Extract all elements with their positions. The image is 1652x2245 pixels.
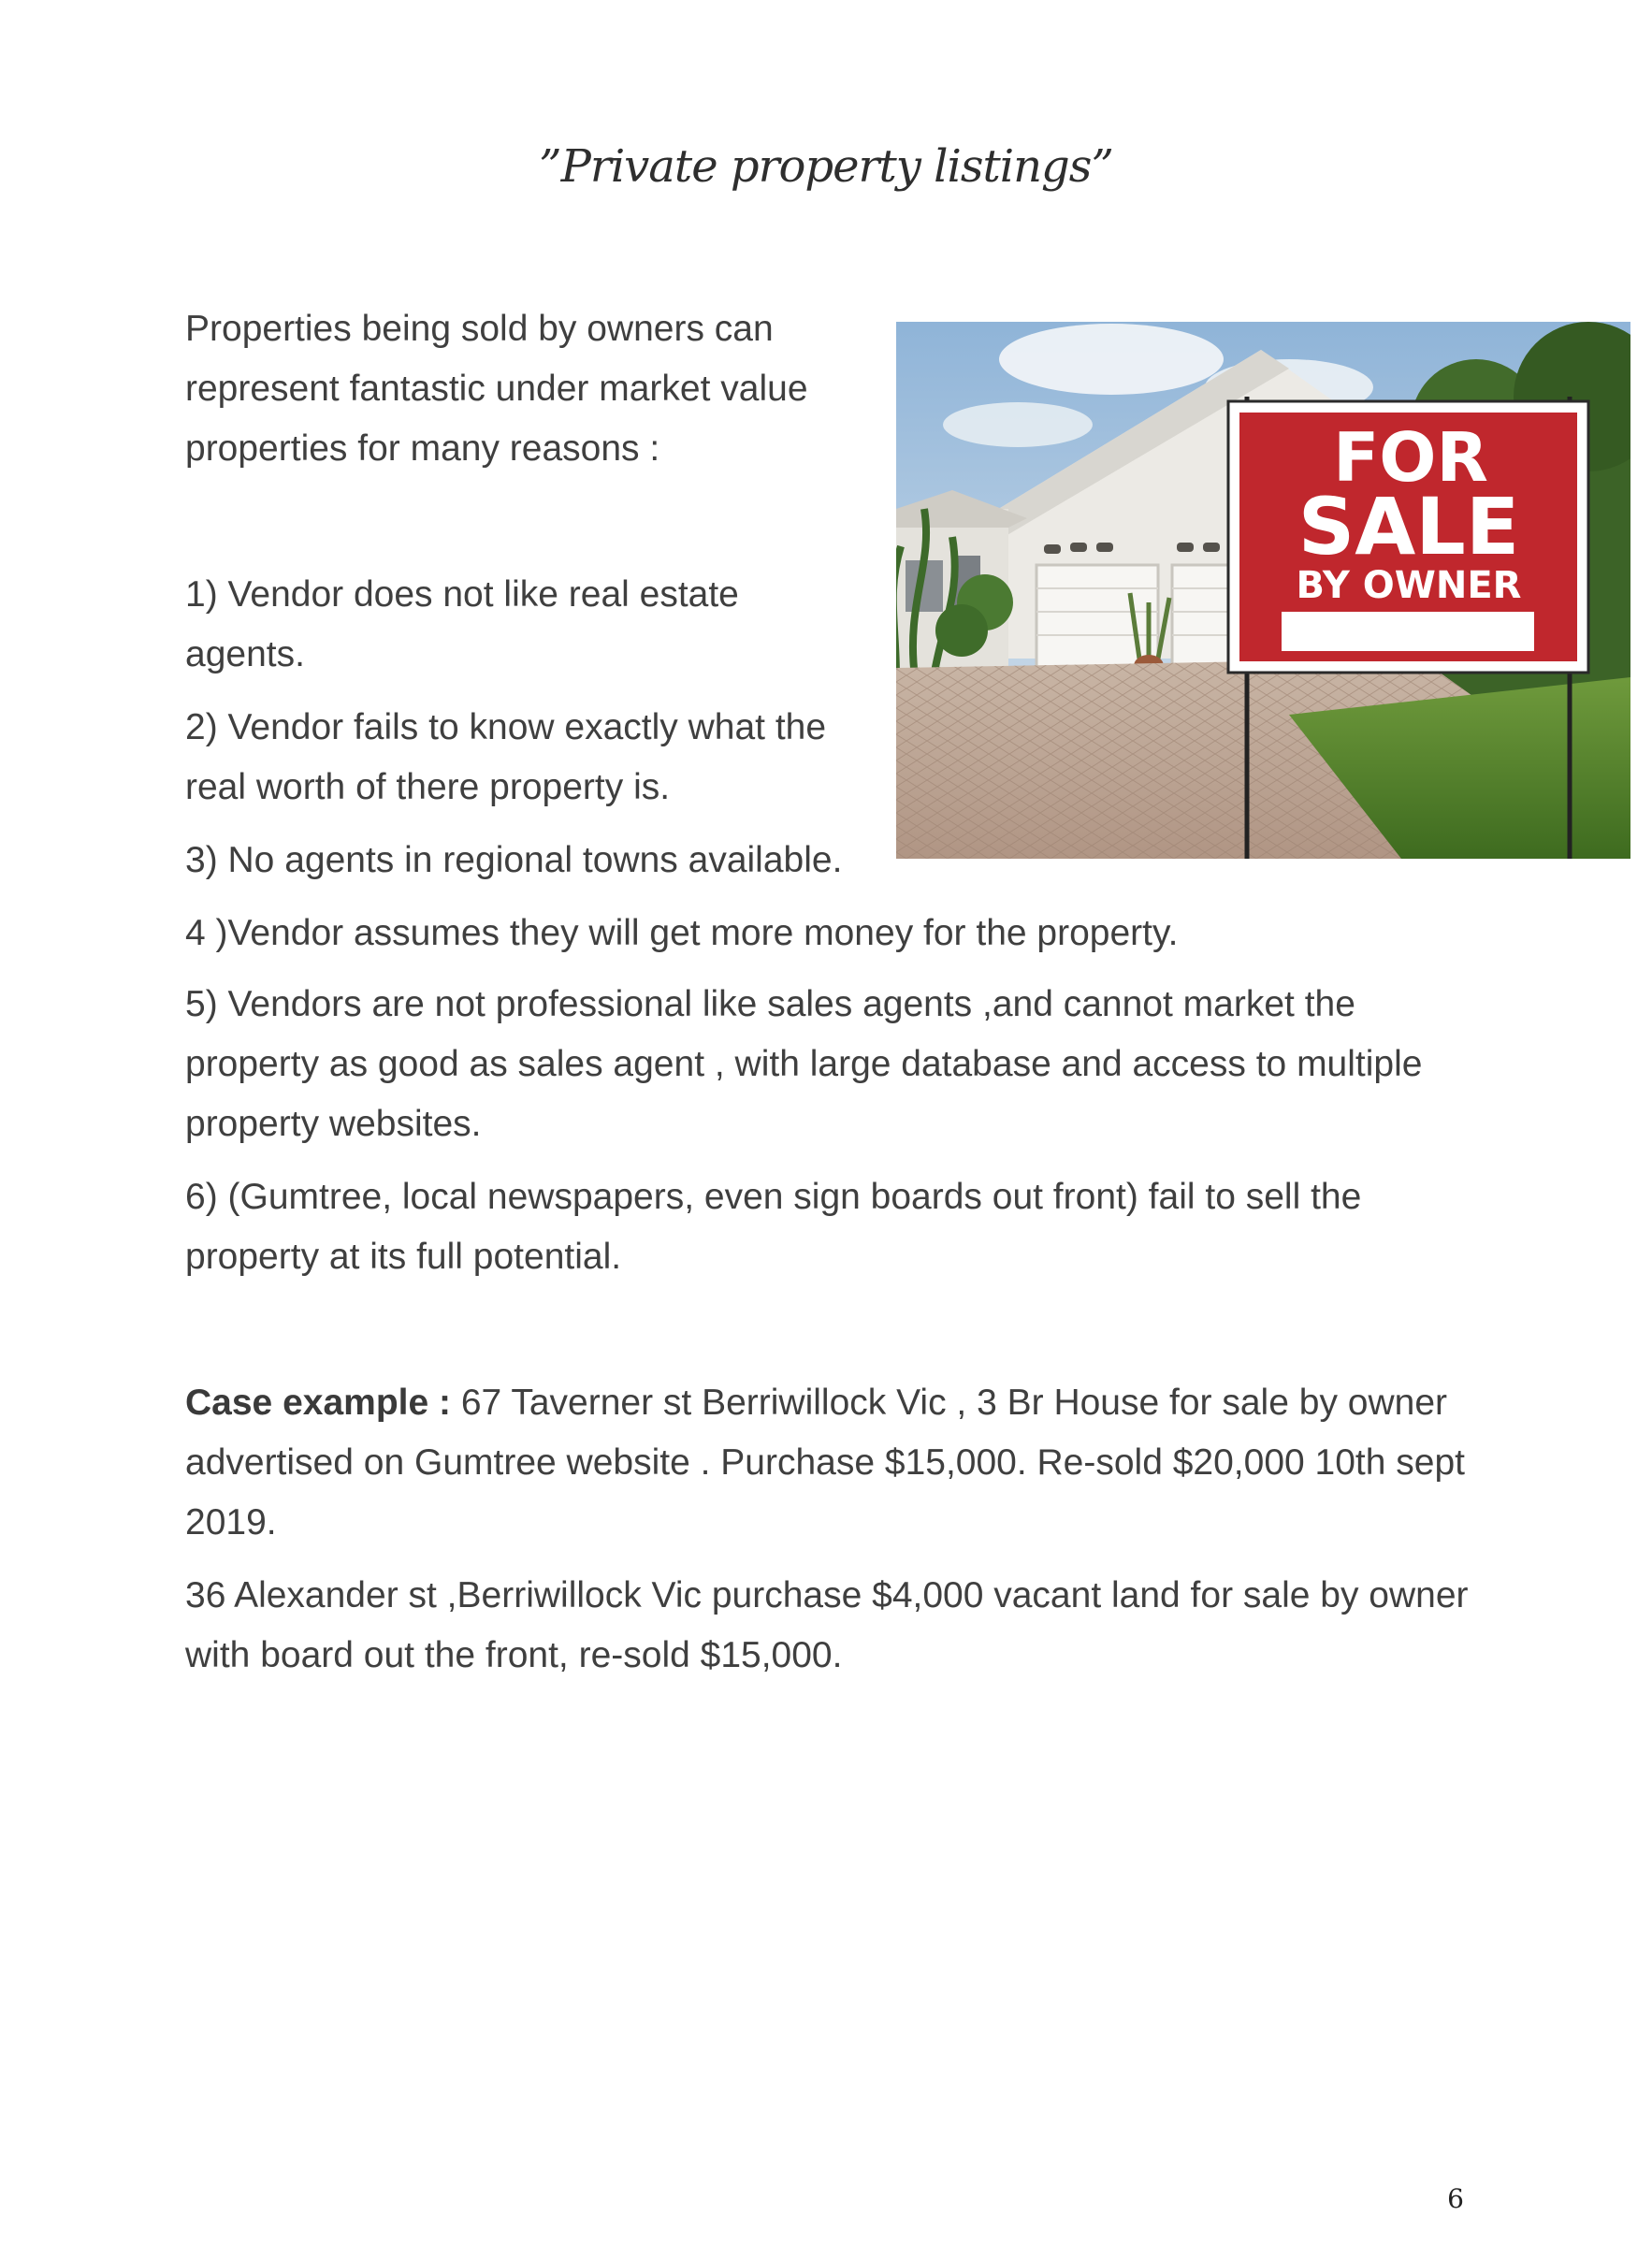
case-example-label: Case example : [185,1383,451,1423]
house-for-sale-photo [896,322,1630,859]
sign-text-sale: SALE [1297,481,1520,572]
case-example-paragraph [185,1373,1495,1553]
reason-item: 4 )Vendor assumes they will get more money for the property. [185,913,1179,953]
reason-item: 3) No agents in regional towns available. [185,840,843,880]
page-title: ”Private property listings” [539,140,1113,193]
reason-item: 2) Vendor fails to know exactly what the real worth of there property is. [185,707,827,807]
intro-paragraph: Properties being sold by owners can represent fantastic under market value properties for many reasons : [185,309,808,469]
for-sale-sign [1228,401,1588,673]
case-example-paragraph-2: 36 Alexander st ,Berriwillock Vic purchase $4,000 vacant land for sale by owner with board out the front, re-sold $15,000. [185,1575,1469,1675]
reason-item: 5) Vendors are not professional like sales agents ,and cannot market the property as good as sales agent , with large database and access to multiple property websites. [185,984,1423,1144]
reason-item: 6) (Gumtree, local newspapers, even sign boards out front) fail to sell the property at its full potential. [185,1177,1362,1277]
case-example-text: 67 Taverner st Berriwillock Vic , 3 Br House for sale by owner advertised on Gumtree website . Purchase $15,000. Re-sold $20,000 10th sept 2019. [185,1383,1466,1543]
page-number: 6 [1447,2183,1464,2214]
reason-item: 1) Vendor does not like real estate agents. [185,574,739,674]
sign-text-by-owner: BY OWNER [1296,564,1522,607]
sign-text-for: FOR [1333,418,1488,497]
